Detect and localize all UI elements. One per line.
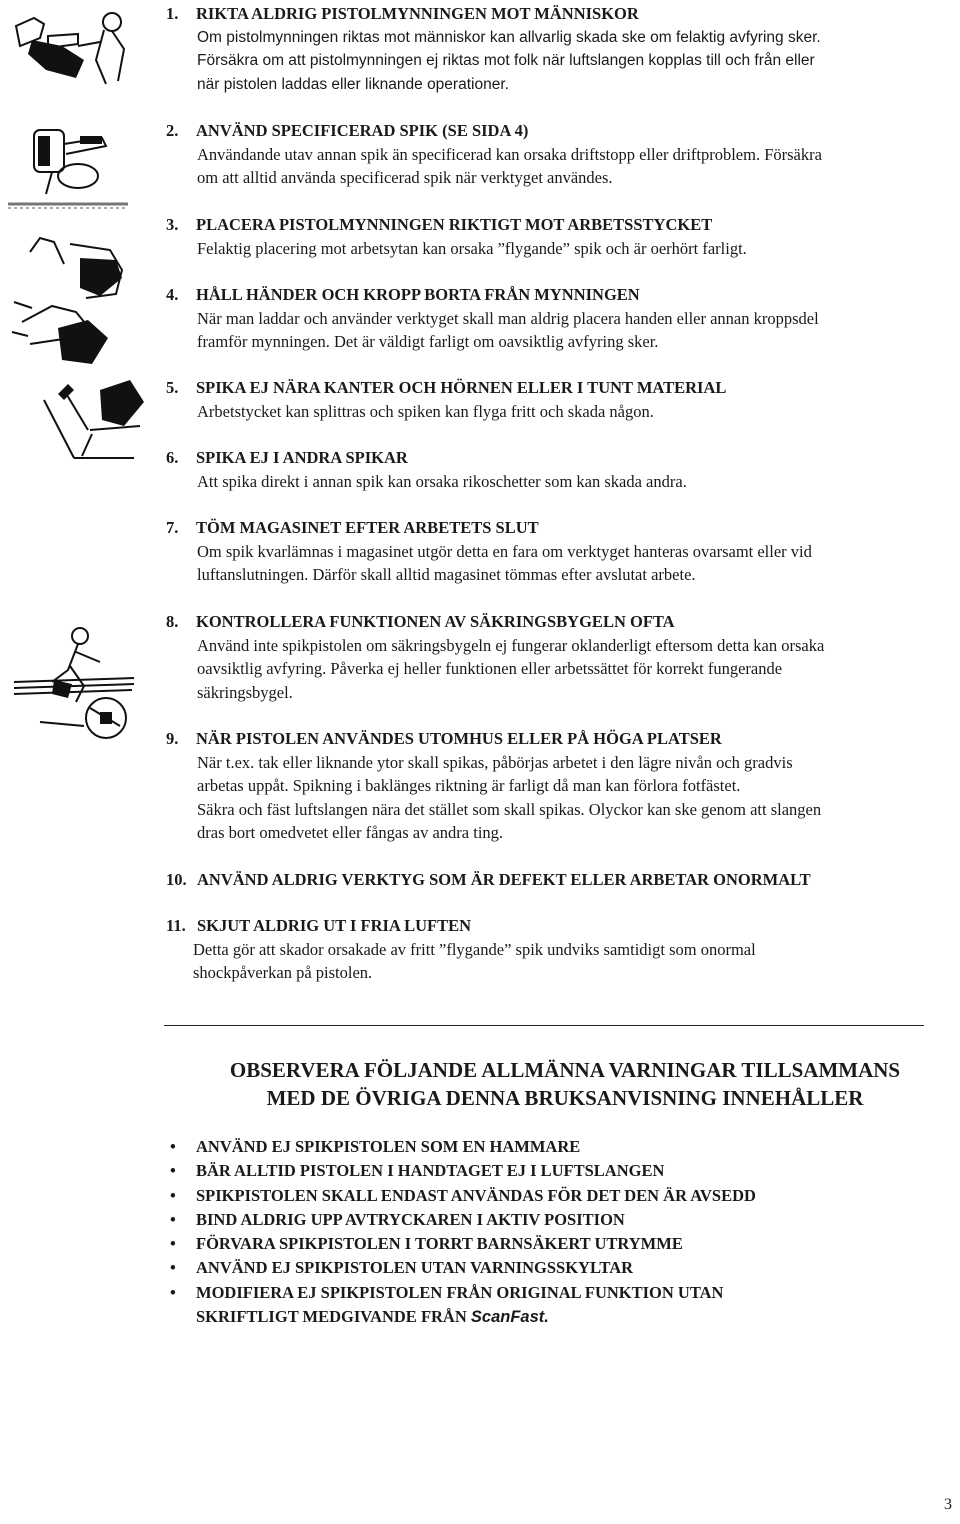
item-number: 5. [166, 378, 179, 397]
item-heading: RIKTA ALDRIG PISTOLMYNNINGEN MOT MÄNNISKOR [196, 4, 639, 23]
item-heading: NÄR PISTOLEN ANVÄNDES UTOMHUS ELLER PÅ HÖGA PLATSER [196, 729, 722, 748]
instruction-item-4 [166, 283, 958, 354]
warning-item: • BIND ALDRIG UPP AVTRYCKAREN I AKTIV POSITION [166, 1208, 946, 1232]
item-number: 1. [166, 4, 179, 23]
item-heading: PLACERA PISTOLMYNNINGEN RIKTIGT MOT ARBETSSTYCKET [196, 215, 713, 234]
item-body: När t.ex. tak eller liknande ytor skall spikas, påbörjas arbetet i den lägre nivån och gradvis arbetas uppåt. Spikning i baklänges riktning är farligt då man kan förlora fotfästet. Säkra och fäst luftslangen nära det stället som skall spikas. Olyckor kan ske genom att slangen dras bort omedvetet eller fångas av andra ting. [197, 752, 822, 842]
item-body: När man laddar och använder verktyget skall man aldrig placera handen eller annan kroppsdel framför mynningen. Det är väldigt farligt om oavsiktlig avfyring sker. [197, 308, 819, 351]
warning-item: • ANVÄND EJ SPIKPISTOLEN SOM EN HAMMARE [166, 1135, 946, 1159]
instruction-item-9 [166, 727, 958, 845]
warning-item: • MODIFIERA EJ SPIKPISTOLEN FRÅN ORIGINAL FUNKTION UTAN SKRIFTLIGT MEDGIVANDE FRÅN ScanFast. [170, 1282, 724, 1327]
item-heading: TÖM MAGASINET EFTER ARBETETS SLUT [196, 518, 539, 537]
warning-item: • BÄR ALLTID PISTOLEN I HANDTAGET EJ I LUFTSLANGEN [166, 1159, 946, 1183]
item-heading: HÅLL HÄNDER OCH KROPP BORTA FRÅN MYNNINGEN [196, 285, 640, 304]
instruction-item-5 [166, 376, 958, 423]
warning-item: • ANVÄND EJ SPIKPISTOLEN UTAN VARNINGSSKYLTAR [166, 1256, 946, 1280]
item-heading: SKJUT ALDRIG UT I FRIA LUFTEN [197, 916, 471, 935]
item-body: Använd inte spikpistolen om säkringsbygeln ej fungerar oklanderligt eftersom detta kan orsaka oavsiktlig avfyring. Påverka ej heller funktionen eller arbetssättet för korrekt fungerande säkringsbygel. [197, 635, 825, 702]
instruction-item-10 [166, 868, 958, 892]
item-heading: ANVÄND SPECIFICERAD SPIK (SE SIDA 4) [196, 121, 529, 140]
pointing-at-person-illustration [8, 6, 158, 88]
item-number: 11. [166, 916, 186, 935]
bullet-icon: • [170, 1161, 176, 1181]
bullet-icon: • [170, 1209, 176, 1229]
bullet-icon: • [170, 1258, 176, 1278]
nail-into-corner-illustration [30, 370, 150, 480]
instruction-item-7 [166, 516, 958, 587]
brand-name: ScanFast. [470, 1308, 549, 1327]
item-body: Felaktig placering mot arbetsytan kan orsaka ”flygande” spik och är oerhört farligt. [197, 238, 747, 258]
item-body: Arbetstycket kan splittras och spiken kan flyga fritt och skada någon. [197, 401, 654, 421]
item-heading: SPIKA EJ NÄRA KANTER OCH HÖRNEN ELLER I TUNT MATERIAL [196, 378, 727, 397]
warnings-list [166, 1135, 946, 1329]
item-heading: ANVÄND ALDRIG VERKTYG SOM ÄR DEFEKT ELLER ARBETAR ONORMALT [197, 870, 811, 889]
item-number: 7. [166, 518, 179, 537]
warnings-title-line-1: OBSERVERA FÖLJANDE ALLMÄNNA VARNINGAR TILLSAMMANS [229, 1058, 901, 1082]
item-heading: SPIKA EJ I ANDRA SPIKAR [196, 448, 408, 467]
bullet-icon: • [170, 1282, 176, 1302]
general-warnings-title [165, 1056, 960, 1112]
item-body: Att spika direkt i annan spik kan orsaka rikoschetter som kan skada andra. [197, 471, 687, 491]
item-number: 4. [166, 285, 179, 304]
item-body: Om pistolmynningen riktas mot människor kan allvarlig skada ske om felaktig avfyring sker. Försäkra om att pistolmynningen ej riktas mot folk när luftslangen kopplas till och från eller när pistolen laddas eller liknande operationer. [197, 28, 821, 93]
hand-on-nail-gun-illustration [10, 232, 150, 377]
instruction-item-6 [166, 446, 958, 493]
bullet-icon: • [170, 1234, 176, 1254]
item-number: 8. [166, 612, 179, 631]
item-number: 10. [166, 870, 187, 889]
roofer-on-high-place-illustration [10, 622, 150, 742]
bullet-icon: • [170, 1137, 176, 1156]
item-body: Om spik kvarlämnas i magasinet utgör detta en fara om verktyget hanteras ovarsamt eller vid luftanslutningen. Därför skall alltid magasinet tömmas efter avslutat arbete. [197, 541, 812, 584]
page-number: 3 [944, 1496, 952, 1513]
instruction-item-8 [166, 610, 958, 704]
nail-gun-with-coil-illustration [8, 118, 128, 210]
instruction-item-2 [166, 119, 958, 190]
warnings-title-line-2: MED DE ÖVRIGA DENNA BRUKSANVISNING INNEHÅLLER [266, 1086, 864, 1110]
warning-item: • SPIKPISTOLEN SKALL ENDAST ANVÄNDAS FÖR DET DEN ÄR AVSEDD [166, 1184, 946, 1208]
bullet-icon: • [170, 1185, 176, 1205]
item-number: 6. [166, 448, 179, 467]
item-heading: KONTROLLERA FUNKTIONEN AV SÄKRINGSBYGELN OFTA [196, 612, 675, 631]
item-number: 3. [166, 215, 179, 234]
instruction-item-3 [166, 213, 958, 260]
item-body: Detta gör att skador orsakade av fritt ”flygande” spik undviks samtidigt som onormal shockpåverkan på pistolen. [193, 939, 756, 982]
warning-item: • FÖRVARA SPIKPISTOLEN I TORRT BARNSÄKERT UTRYMME [166, 1232, 946, 1256]
instruction-item-11 [166, 914, 958, 985]
item-number: 9. [166, 729, 179, 748]
item-number: 2. [166, 121, 179, 140]
item-body: Användande utav annan spik än specificerad kan orsaka driftstopp eller driftproblem. Försäkra om att alltid använda specificerad spik när verktyget användes. [197, 144, 822, 187]
instruction-item-1 [166, 2, 958, 96]
section-divider [164, 1025, 924, 1026]
